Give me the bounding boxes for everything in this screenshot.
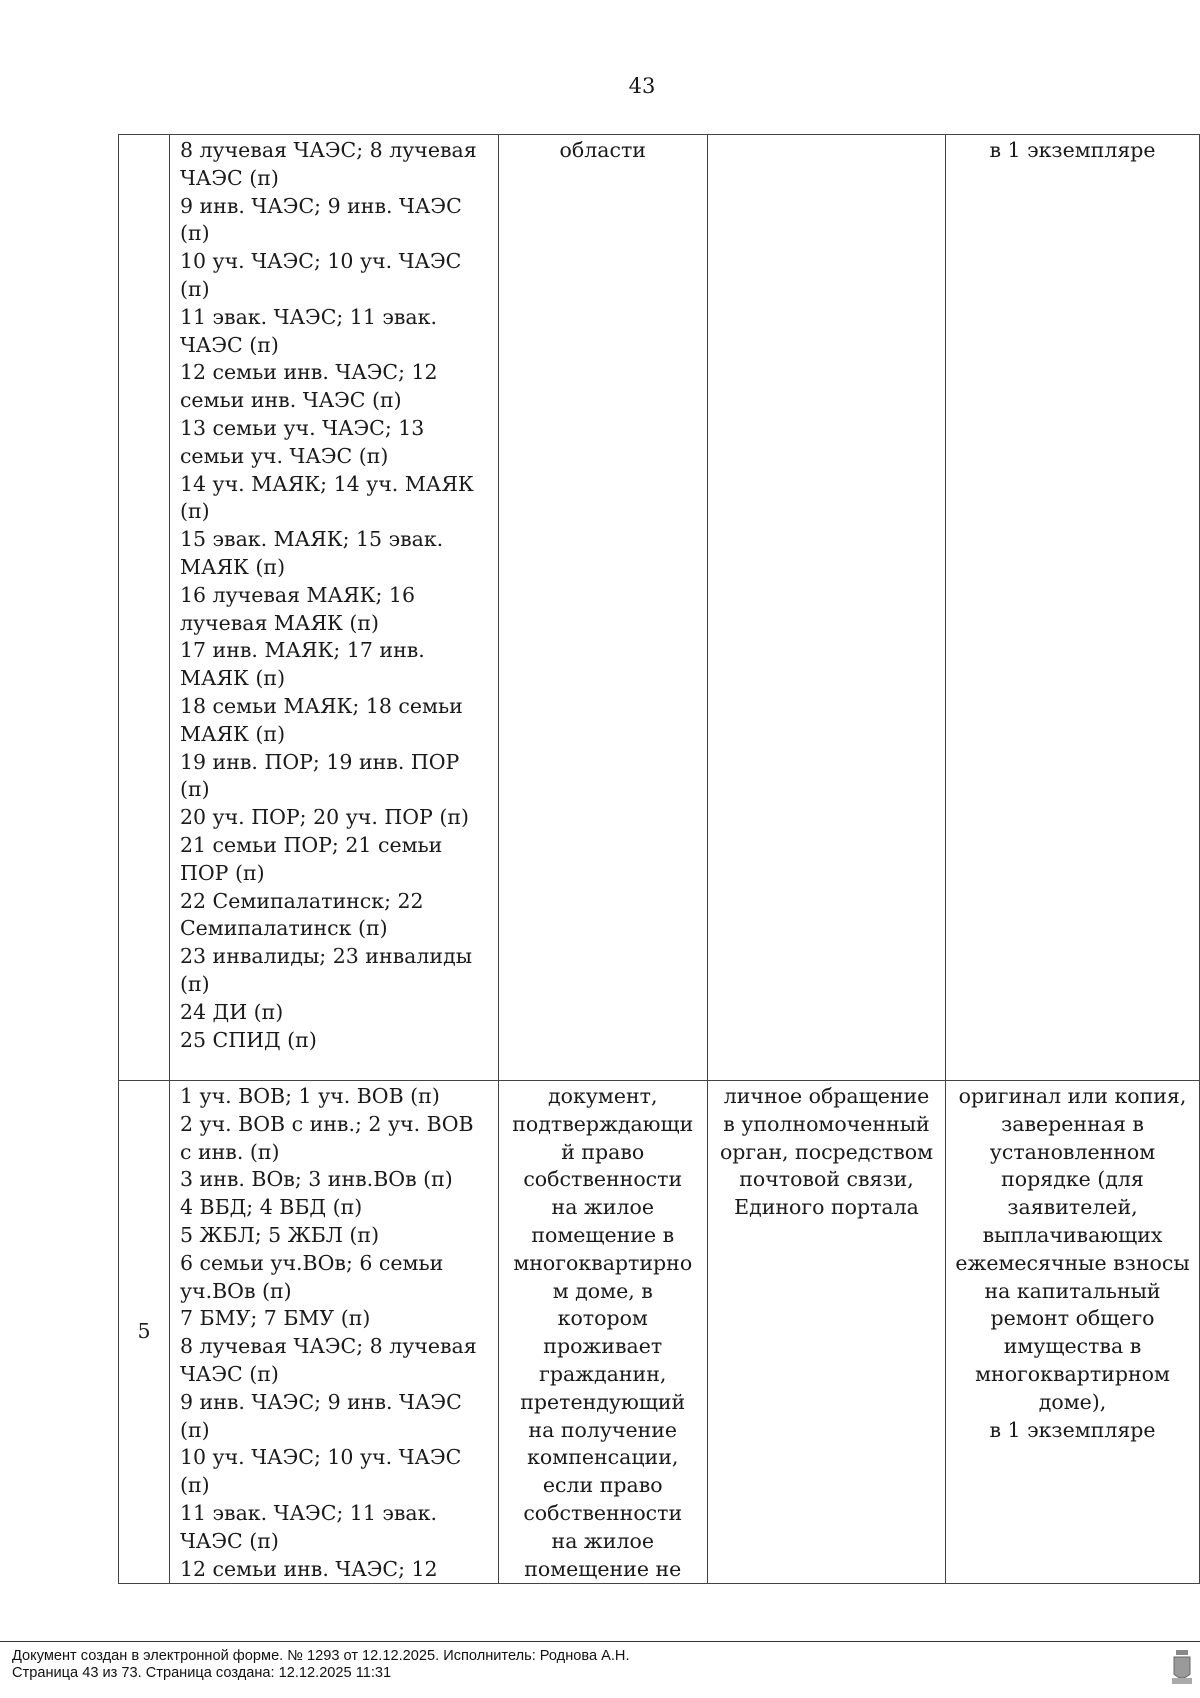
cell-line: на капитальный (984, 1278, 1161, 1303)
cell-line: многоквартирно (513, 1250, 693, 1275)
cell-line: собственности (523, 1167, 683, 1192)
cell-line: 22 Семипалатинск; 22 (179, 888, 424, 913)
cell-line: установленном (989, 1139, 1156, 1164)
cell-line: многоквартирном (975, 1361, 1170, 1386)
cell-line: Семипалатинск (п) (179, 916, 388, 941)
cell-line: (п) (179, 971, 210, 996)
cell-line: 25 СПИД (п) (179, 1027, 317, 1052)
cell-line: МАЯК (п) (179, 666, 286, 691)
document-cell (498, 1081, 707, 1584)
cell-line: 21 семьи ПОР; 21 семьи (179, 832, 443, 857)
cell-line: 9 инв. ЧАЭС; 9 инв. ЧАЭС (179, 1389, 462, 1414)
requirements-table (118, 134, 1200, 1584)
cell-line: заявителей, (1007, 1195, 1138, 1220)
cell-line: личное обращение (723, 1084, 930, 1108)
cell-line: помещение в (531, 1222, 675, 1247)
cell-line: 8 лучевая ЧАЭС; 8 лучевая (179, 138, 477, 162)
cell-line: документ, (548, 1084, 658, 1108)
cell-line: ЧАЭС (п) (179, 165, 279, 190)
categories-cell (169, 135, 498, 1081)
cell-line: 5 ЖБЛ; 5 ЖБЛ (п) (179, 1222, 380, 1247)
cell-line: 16 лучевая МАЯК; 16 (179, 582, 415, 607)
cell-line: 14 уч. МАЯК; 14 уч. МАЯК (179, 471, 474, 496)
submission-method-cell (707, 135, 945, 1081)
cell-line: с инв. (п) (179, 1139, 280, 1164)
cell-line: орган, посредством (719, 1139, 934, 1164)
cell-line: претендующий (520, 1389, 686, 1414)
table-row (119, 135, 1200, 1081)
cell-line: ЧАЭС (п) (179, 332, 279, 357)
footer-divider (0, 1641, 1200, 1642)
cell-line: 19 инв. ПОР; 19 инв. ПОР (179, 749, 460, 774)
cell-line: МАЯК (п) (179, 721, 286, 746)
cell-line: заверенная в (1001, 1111, 1144, 1136)
cell-line: 18 семьи МАЯК; 18 семьи (179, 693, 463, 718)
cell-line: 8 лучевая ЧАЭС; 8 лучевая (179, 1334, 477, 1359)
cell-line: 10 уч. ЧАЭС; 10 уч. ЧАЭС (179, 249, 462, 274)
cell-line: если право (542, 1473, 663, 1498)
cell-line: (п) (179, 777, 210, 802)
cell-line: 11 эвак. ЧАЭС; 11 эвак. (179, 304, 437, 329)
cell-line: котором (557, 1306, 648, 1331)
footer (12, 1648, 630, 1682)
cell-line: ежемесячные взносы (955, 1250, 1190, 1275)
cell-line: 20 уч. ПОР; 20 уч. ПОР (п) (179, 805, 470, 830)
coat-of-arms-icon (1170, 1648, 1194, 1686)
document-form-cell (946, 1081, 1200, 1584)
cell-line: МАЯК (п) (179, 554, 286, 579)
cell-line: лучевая МАЯК (п) (179, 610, 380, 635)
cell-line: 12 семьи инв. ЧАЭС; 12 (179, 1556, 438, 1581)
cell-line: ПОР (п) (179, 860, 265, 885)
cell-line: на жилое (551, 1528, 654, 1553)
cell-line: 2 уч. ВОВ с инв.; 2 уч. ВОВ (179, 1111, 474, 1136)
cell-line: 6 семьи уч.ВОв; 6 семьи (179, 1250, 444, 1275)
footer-line-document-info: Документ создан в электронной форме. № 1293 от 12.12.2025. Исполнитель: Роднова А.Н. (12, 1648, 630, 1664)
cell-line: порядке (для (1001, 1167, 1144, 1192)
cell-line: (п) (179, 221, 210, 246)
cell-line: в 1 экземпляре (989, 1417, 1156, 1442)
page-number: 43 (628, 74, 656, 98)
cell-line: на жилое (551, 1195, 654, 1220)
cell-line: имущества в (1003, 1334, 1142, 1359)
cell-line: в уполномоченный (723, 1111, 930, 1136)
cell-line: 9 инв. ЧАЭС; 9 инв. ЧАЭС (179, 193, 462, 218)
cell-line: 4 ВБД; 4 ВБД (п) (179, 1195, 363, 1220)
cell-line: 13 семьи уч. ЧАЭС; 13 (179, 415, 425, 440)
cell-line: ЧАЭС (п) (179, 1528, 279, 1553)
cell-line: проживает (543, 1334, 663, 1359)
cell-line: гражданин, (539, 1361, 667, 1386)
footer-line-page-info: Страница 43 из 73. Страница создана: 12.12.2025 11:31 (12, 1665, 392, 1681)
cell-line: оригинал или копия, (958, 1084, 1187, 1108)
cell-line: области (559, 138, 646, 162)
cell-line: й право (561, 1139, 645, 1164)
cell-line: (п) (179, 276, 210, 301)
cell-line: уч.ВОв (п) (179, 1278, 292, 1303)
cell-line: подтверждающи (512, 1111, 694, 1136)
cell-line: в 1 экземпляре (989, 138, 1156, 162)
submission-method-cell (707, 1081, 945, 1584)
cell-line: 10 уч. ЧАЭС; 10 уч. ЧАЭС (179, 1445, 462, 1470)
cell-line: компенсации, (527, 1445, 679, 1470)
cell-line: 7 БМУ; 7 БМУ (п) (179, 1306, 371, 1331)
cell-line: Единого портала (734, 1195, 919, 1220)
cell-line: 23 инвалиды; 23 инвалиды (179, 944, 473, 969)
cell-line: (п) (179, 499, 210, 524)
cell-line: собственности (523, 1500, 683, 1525)
cell-line: (п) (179, 1473, 210, 1498)
cell-line: 12 семьи инв. ЧАЭС; 12 (179, 360, 438, 385)
cell-line: 17 инв. МАЯК; 17 инв. (179, 638, 425, 663)
cell-line: ремонт общего (990, 1306, 1155, 1331)
cell-line: семьи инв. ЧАЭС (п) (179, 388, 402, 413)
cell-line: ЧАЭС (п) (179, 1361, 279, 1386)
cell-line: 15 эвак. МАЯК; 15 эвак. (179, 527, 444, 552)
cell-line: выплачивающих (982, 1222, 1163, 1247)
cell-line: на получение (528, 1417, 678, 1442)
row-number-cell: 5 (119, 1081, 170, 1584)
table-row (119, 1081, 1200, 1584)
document-cell (498, 135, 707, 1081)
cell-line: 24 ДИ (п) (179, 999, 284, 1024)
cell-line: доме), (1038, 1389, 1107, 1414)
row-number-cell (119, 135, 170, 1081)
categories-cell (169, 1081, 498, 1584)
cell-line: 11 эвак. ЧАЭС; 11 эвак. (179, 1500, 437, 1525)
cell-line: 3 инв. ВОв; 3 инв.ВОв (п) (179, 1167, 453, 1192)
cell-line: (п) (179, 1417, 210, 1442)
cell-line: помещение не (524, 1556, 682, 1581)
cell-line: почтовой связи, (739, 1167, 914, 1192)
cell-line: семьи уч. ЧАЭС (п) (179, 443, 389, 468)
cell-line: м доме, в (552, 1278, 653, 1303)
cell-line: 1 уч. ВОВ; 1 уч. ВОВ (п) (179, 1084, 440, 1108)
document-form-cell (946, 135, 1200, 1081)
